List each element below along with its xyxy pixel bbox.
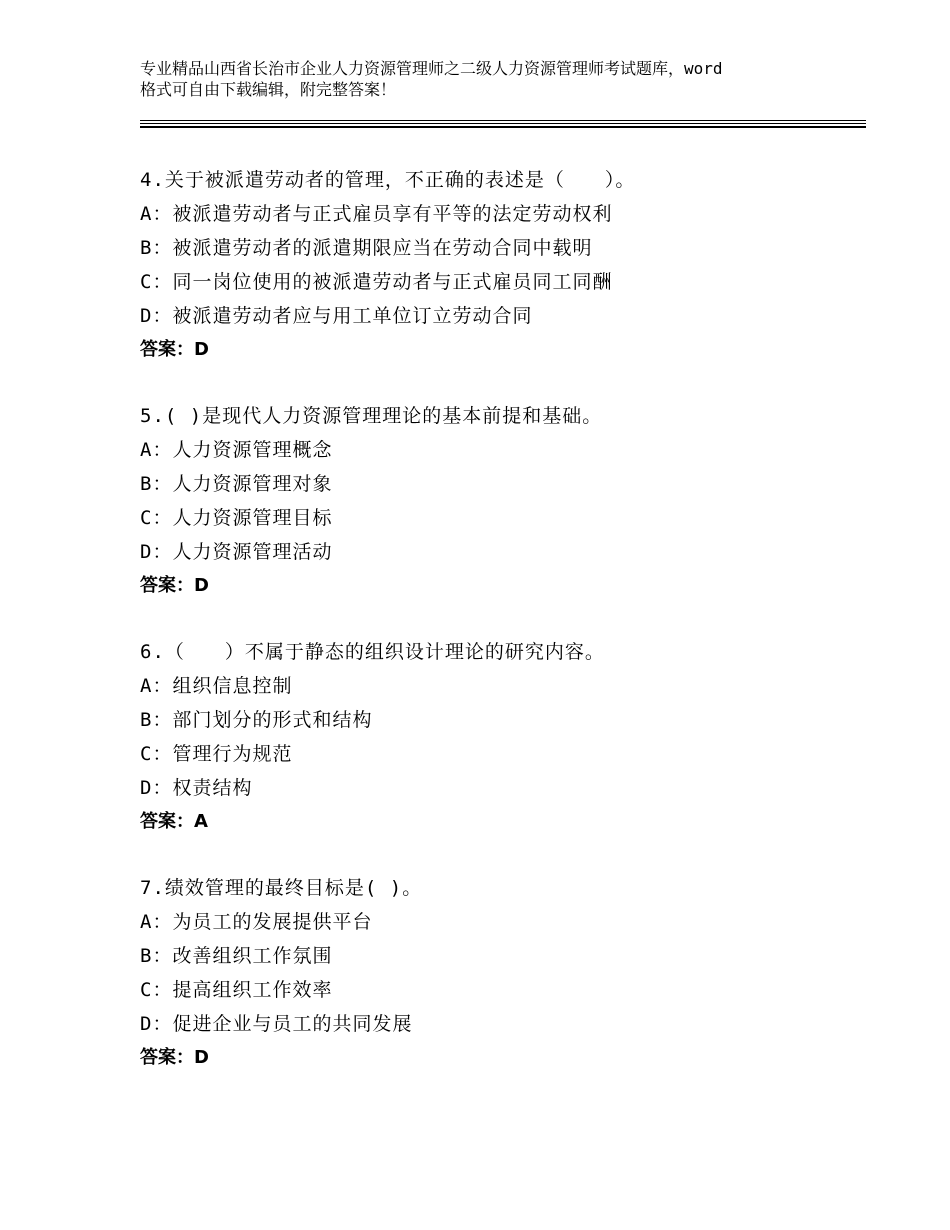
header-rule-thin-middle [140, 123, 866, 124]
question-stem: 6.（ ）不属于静态的组织设计理论的研究内容。 [140, 641, 605, 663]
option-a: A：人力资源管理概念 [140, 439, 333, 461]
question-4 [140, 163, 860, 367]
question-stem: 5.( )是现代人力资源管理理论的基本前提和基础。 [140, 405, 603, 427]
header-rule-thick-bottom [140, 126, 866, 128]
option-b: B：人力资源管理对象 [140, 473, 333, 495]
answer-label: 答案：D [140, 575, 209, 596]
option-d: D：被派遣劳动者应与用工单位订立劳动合同 [140, 305, 533, 327]
answer-label: 答案：D [140, 1047, 209, 1068]
option-c: C：管理行为规范 [140, 743, 293, 765]
option-a: A：为员工的发展提供平台 [140, 911, 373, 933]
question-list [140, 163, 860, 1107]
question-6 [140, 635, 860, 839]
header-rule-thin-top [140, 120, 866, 121]
header-line-2: 格式可自由下载编辑，附完整答案！ [140, 80, 397, 99]
option-c: C：人力资源管理目标 [140, 507, 333, 529]
option-a: A：组织信息控制 [140, 675, 293, 697]
header-line-1: 专业精品山西省长治市企业人力资源管理师之二级人力资源管理师考试题库，word [140, 59, 723, 78]
option-a: A：被派遣劳动者与正式雇员享有平等的法定劳动权利 [140, 203, 613, 225]
option-d: D：人力资源管理活动 [140, 541, 333, 563]
question-stem: 4.关于被派遣劳动者的管理，不正确的表述是（ ）。 [140, 169, 636, 191]
answer-label: 答案：D [140, 339, 209, 360]
question-stem: 7.绩效管理的最终目标是( )。 [140, 877, 423, 899]
document-header [140, 58, 840, 100]
answer-label: 答案：A [140, 811, 208, 832]
option-c: C：同一岗位使用的被派遣劳动者与正式雇员同工同酬 [140, 271, 613, 293]
option-b: B：被派遣劳动者的派遣期限应当在劳动合同中载明 [140, 237, 593, 259]
option-b: B：部门划分的形式和结构 [140, 709, 373, 731]
option-d: D：促进企业与员工的共同发展 [140, 1013, 413, 1035]
question-7 [140, 871, 860, 1075]
option-b: B：改善组织工作氛围 [140, 945, 333, 967]
option-d: D：权责结构 [140, 777, 253, 799]
option-c: C：提高组织工作效率 [140, 979, 333, 1001]
question-5 [140, 399, 860, 603]
